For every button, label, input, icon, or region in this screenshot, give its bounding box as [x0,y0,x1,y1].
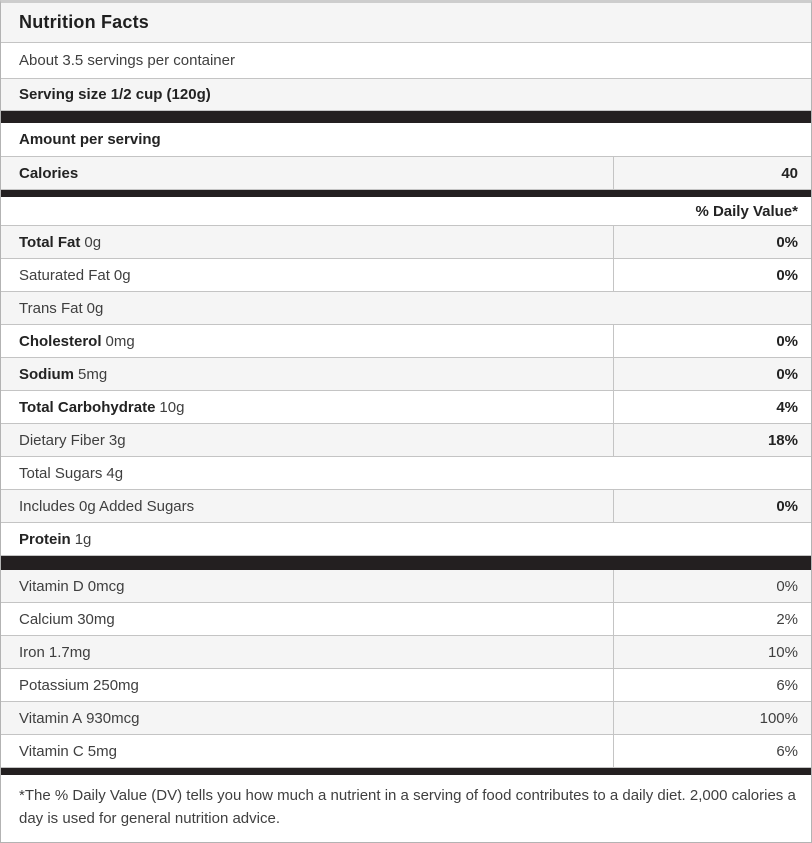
vitamin-dv: 6% [613,735,811,767]
nutrient-name: Trans Fat [19,299,83,317]
calories-label: Calories [19,164,79,182]
nutrient-dv: 0% [613,358,811,390]
vitamin-name: Vitamin A [19,709,83,727]
nutrient-name: Dietary Fiber [19,431,105,449]
calories-value-cell [613,157,811,189]
nutrient-amount: 1g [74,530,92,548]
nutrient-row-added-sugars [1,490,811,523]
vitamin-row-vitamin-d [1,570,811,603]
amount-per-serving-label: Amount per serving [19,131,161,148]
daily-value-footnote: *The % Daily Value (DV) tells you how much a nutrient in a serving of food contributes to a daily diet. 2,000 calories a day is used for general nutrition advice. [19,787,796,828]
thin-divider-bar [1,190,811,197]
nutrient-row-cholesterol [1,325,811,358]
vitamin-dv: 100% [613,702,811,734]
nutrient-dv: 18% [613,424,811,456]
amount-per-serving-row [1,123,811,157]
nutrient-name: Protein [19,530,71,548]
vitamin-dv: 10% [613,636,811,668]
nutrient-name: Total Fat [19,233,81,251]
daily-value-header-row [1,197,811,226]
nutrient-dv: 0% [613,259,811,291]
servings-per-container-cell [1,43,811,78]
serving-size-text: Serving size 1/2 cup (120g) [19,86,211,103]
vitamin-dv: 0% [613,570,811,602]
nutrient-name: Includes 0g Added Sugars [19,497,195,515]
vitamin-amount: 30mg [77,610,115,628]
nutrient-name: Cholesterol [19,332,102,350]
thick-divider-bar [1,111,811,123]
nutrient-amount: 5mg [78,365,108,383]
vitamin-row-iron [1,636,811,669]
vitamin-amount: 1.7mg [48,643,91,661]
nutrient-row-dietary-fiber [1,424,811,457]
nutrient-row-trans-fat [1,292,811,325]
nutrient-name: Saturated Fat [19,266,110,284]
nutrient-amount: 4g [106,464,124,482]
nutrient-amount: 3g [108,431,126,449]
servings-per-container-text: About 3.5 servings per container [19,52,235,69]
serving-size-cell [1,79,811,110]
vitamin-row-vitamin-a [1,702,811,735]
nutrient-dv: 0% [613,490,811,522]
calories-row [1,157,811,190]
vitamin-dv: 6% [613,669,811,701]
label-header-row [1,3,811,43]
nutrient-row-total-carbohydrate [1,391,811,424]
calories-label-cell [1,157,613,189]
vitamin-name: Potassium [19,676,90,694]
vitamin-name: Vitamin D [19,577,84,595]
nutrient-name: Total Carbohydrate [19,398,156,416]
nutrient-dv: 0% [613,226,811,258]
serving-size-row [1,79,811,111]
vitamin-name: Calcium [19,610,74,628]
nutrient-row-saturated-fat [1,259,811,292]
label-title: Nutrition Facts [19,12,150,32]
label-title-cell [1,3,811,42]
vitamin-name: Vitamin C [19,742,84,760]
vitamin-amount: 0mcg [87,577,125,595]
vitamin-name: Iron [19,643,45,661]
nutrient-amount: 0g [84,233,102,251]
nutrient-row-sodium [1,358,811,391]
nutrient-row-total-fat [1,226,811,259]
vitamin-row-calcium [1,603,811,636]
thick-divider-bar [1,556,811,570]
nutrient-amount: 0g [86,299,104,317]
vitamin-dv: 2% [613,603,811,635]
nutrient-row-protein [1,523,811,556]
vitamin-row-potassium [1,669,811,702]
nutrient-name: Total Sugars [19,464,103,482]
amount-per-serving-cell [1,123,811,156]
vitamin-row-vitamin-c [1,735,811,768]
vitamin-amount: 930mcg [86,709,140,727]
thin-divider-bar [1,768,811,775]
servings-per-container-row [1,43,811,79]
nutrient-amount: 0mg [105,332,135,350]
daily-value-header: % Daily Value* [695,202,798,220]
vitamin-amount: 250mg [93,676,139,694]
daily-value-header-cell [1,197,811,225]
nutrient-name: Sodium [19,365,74,383]
nutrient-dv: 0% [613,325,811,357]
vitamin-amount: 5mg [87,742,117,760]
nutrient-dv: 4% [613,391,811,423]
nutrient-amount: 10g [159,398,185,416]
nutrient-row-total-sugars [1,457,811,490]
nutrient-amount: 0g [113,266,131,284]
calories-value: 40 [781,164,798,182]
